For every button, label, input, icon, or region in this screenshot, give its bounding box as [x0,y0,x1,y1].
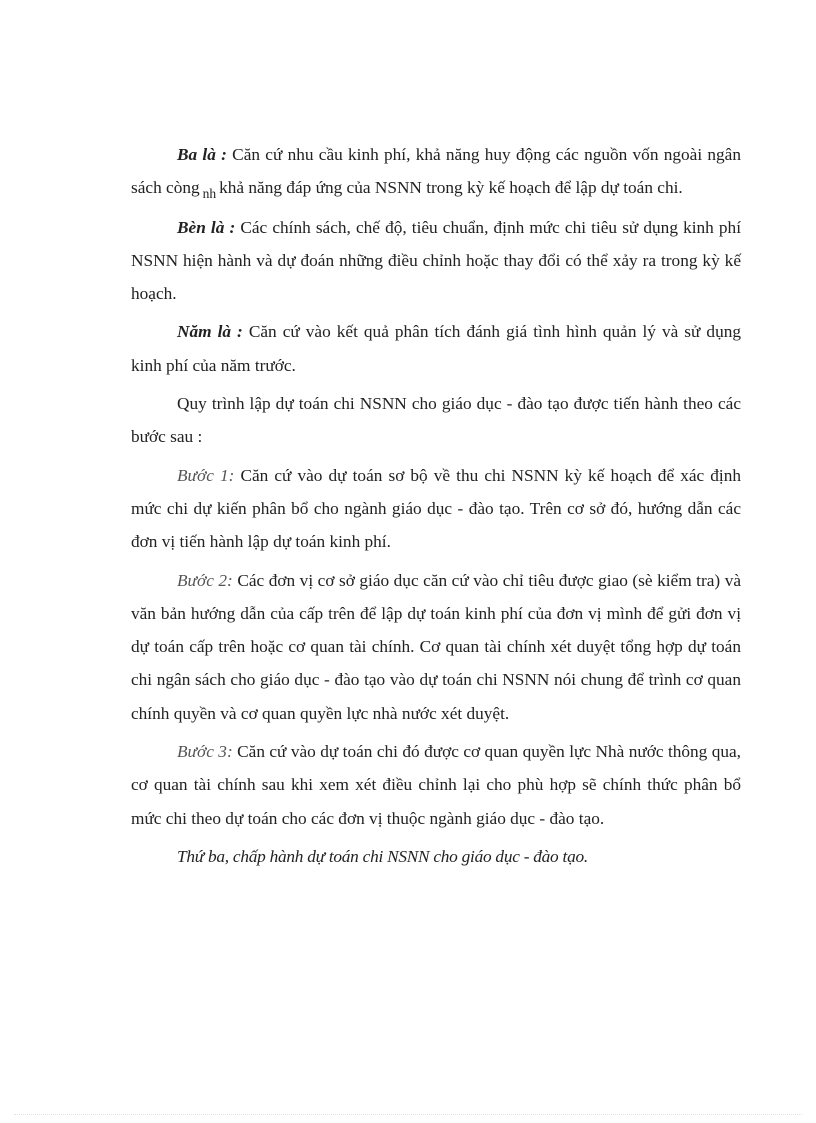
paragraph-text: Căn cứ vào dự toán sơ bộ về thu chi NSNN kỳ kế hoạch để xác định mức chi dự kiến phân bổ cho ngành giáo dục - đào tạo. Trên cơ sở đó, hướng dẫn các đơn vị tiến hành lập dự toán kinh phí. [131,465,741,552]
subscript-fragment: nh [202,186,217,202]
paragraph-text: Các chính sách, chế độ, tiêu chuẩn, định mức chi tiêu sử dụng kinh phí NSNN hiện hành và dự đoán những điều chỉnh hoặc thay đổi có thể xảy ra trong kỳ kế hoạch. [131,217,741,304]
section-heading-text: Thứ ba, chấp hành dự toán chi NSNN cho giáo dục - đào tạo. [177,846,588,866]
paragraph-text-tail: khả năng đáp ứng của NSNN trong kỳ kế hoạch để lập dự toán chi. [219,178,683,198]
paragraph-text: Quy trình lập dự toán chi NSNN cho giáo dục - đào tạo được tiến hành theo các bước sau : [131,394,741,447]
paragraph-text: Căn cứ vào kết quả phân tích đánh giá tình hình quản lý và sử dụng kinh phí của năm trước. [131,322,741,375]
paragraph-ben-la [131,211,741,311]
section-heading-thu-ba [131,840,741,873]
paragraph-text: Các đơn vị cơ sở giáo dục căn cứ vào chỉ tiêu được giao (sè kiểm tra) và văn bản hướng dẫn của cấp trên để lập dự toán kinh phí của đơn vị mình để gửi đơn vị dự toán cấp trên hoặc cơ quan tài chính. Cơ quan tài chính xét duyệt tổng hợp dự toán chi ngân sách cho giáo dục - đào tạo vào dự toán chi NSNN nói chung để trình cơ quan chính quyền và cơ quan quyền lực nhà nước xét duyệt. [131,570,742,723]
paragraph-buoc-1 [131,459,741,559]
step-label: Bước 1: [177,465,235,485]
paragraph-buoc-3 [131,735,741,835]
paragraph-label: Ba là : [177,145,227,164]
page-body [131,138,741,878]
paragraph-nam-la [131,315,741,382]
paragraph-text: Căn cứ vào dự toán chi đó được cơ quan quyền lực Nhà nước thông qua, cơ quan tài chính sau khi xem xét điều chỉnh lại cho phù hợp sẽ chính thức phân bổ mức chi theo dự toán cho các đơn vị thuộc ngành giáo dục - đào tạo. [131,742,741,828]
paragraph-quy-trinh [131,387,741,454]
paragraph-ba-la [131,138,741,206]
step-label: Bước 2: [177,570,233,590]
paragraph-buoc-2 [131,564,741,730]
paragraph-label: Bèn là : [177,217,236,237]
paragraph-text: Căn cứ nhu cầu kinh phí, khả năng huy động các nguồn vốn ngoài ngân sách còng [131,145,741,198]
page-bottom-divider [14,1114,802,1115]
step-label: Bước 3: [177,742,233,762]
paragraph-label: Năm là : [177,322,243,342]
